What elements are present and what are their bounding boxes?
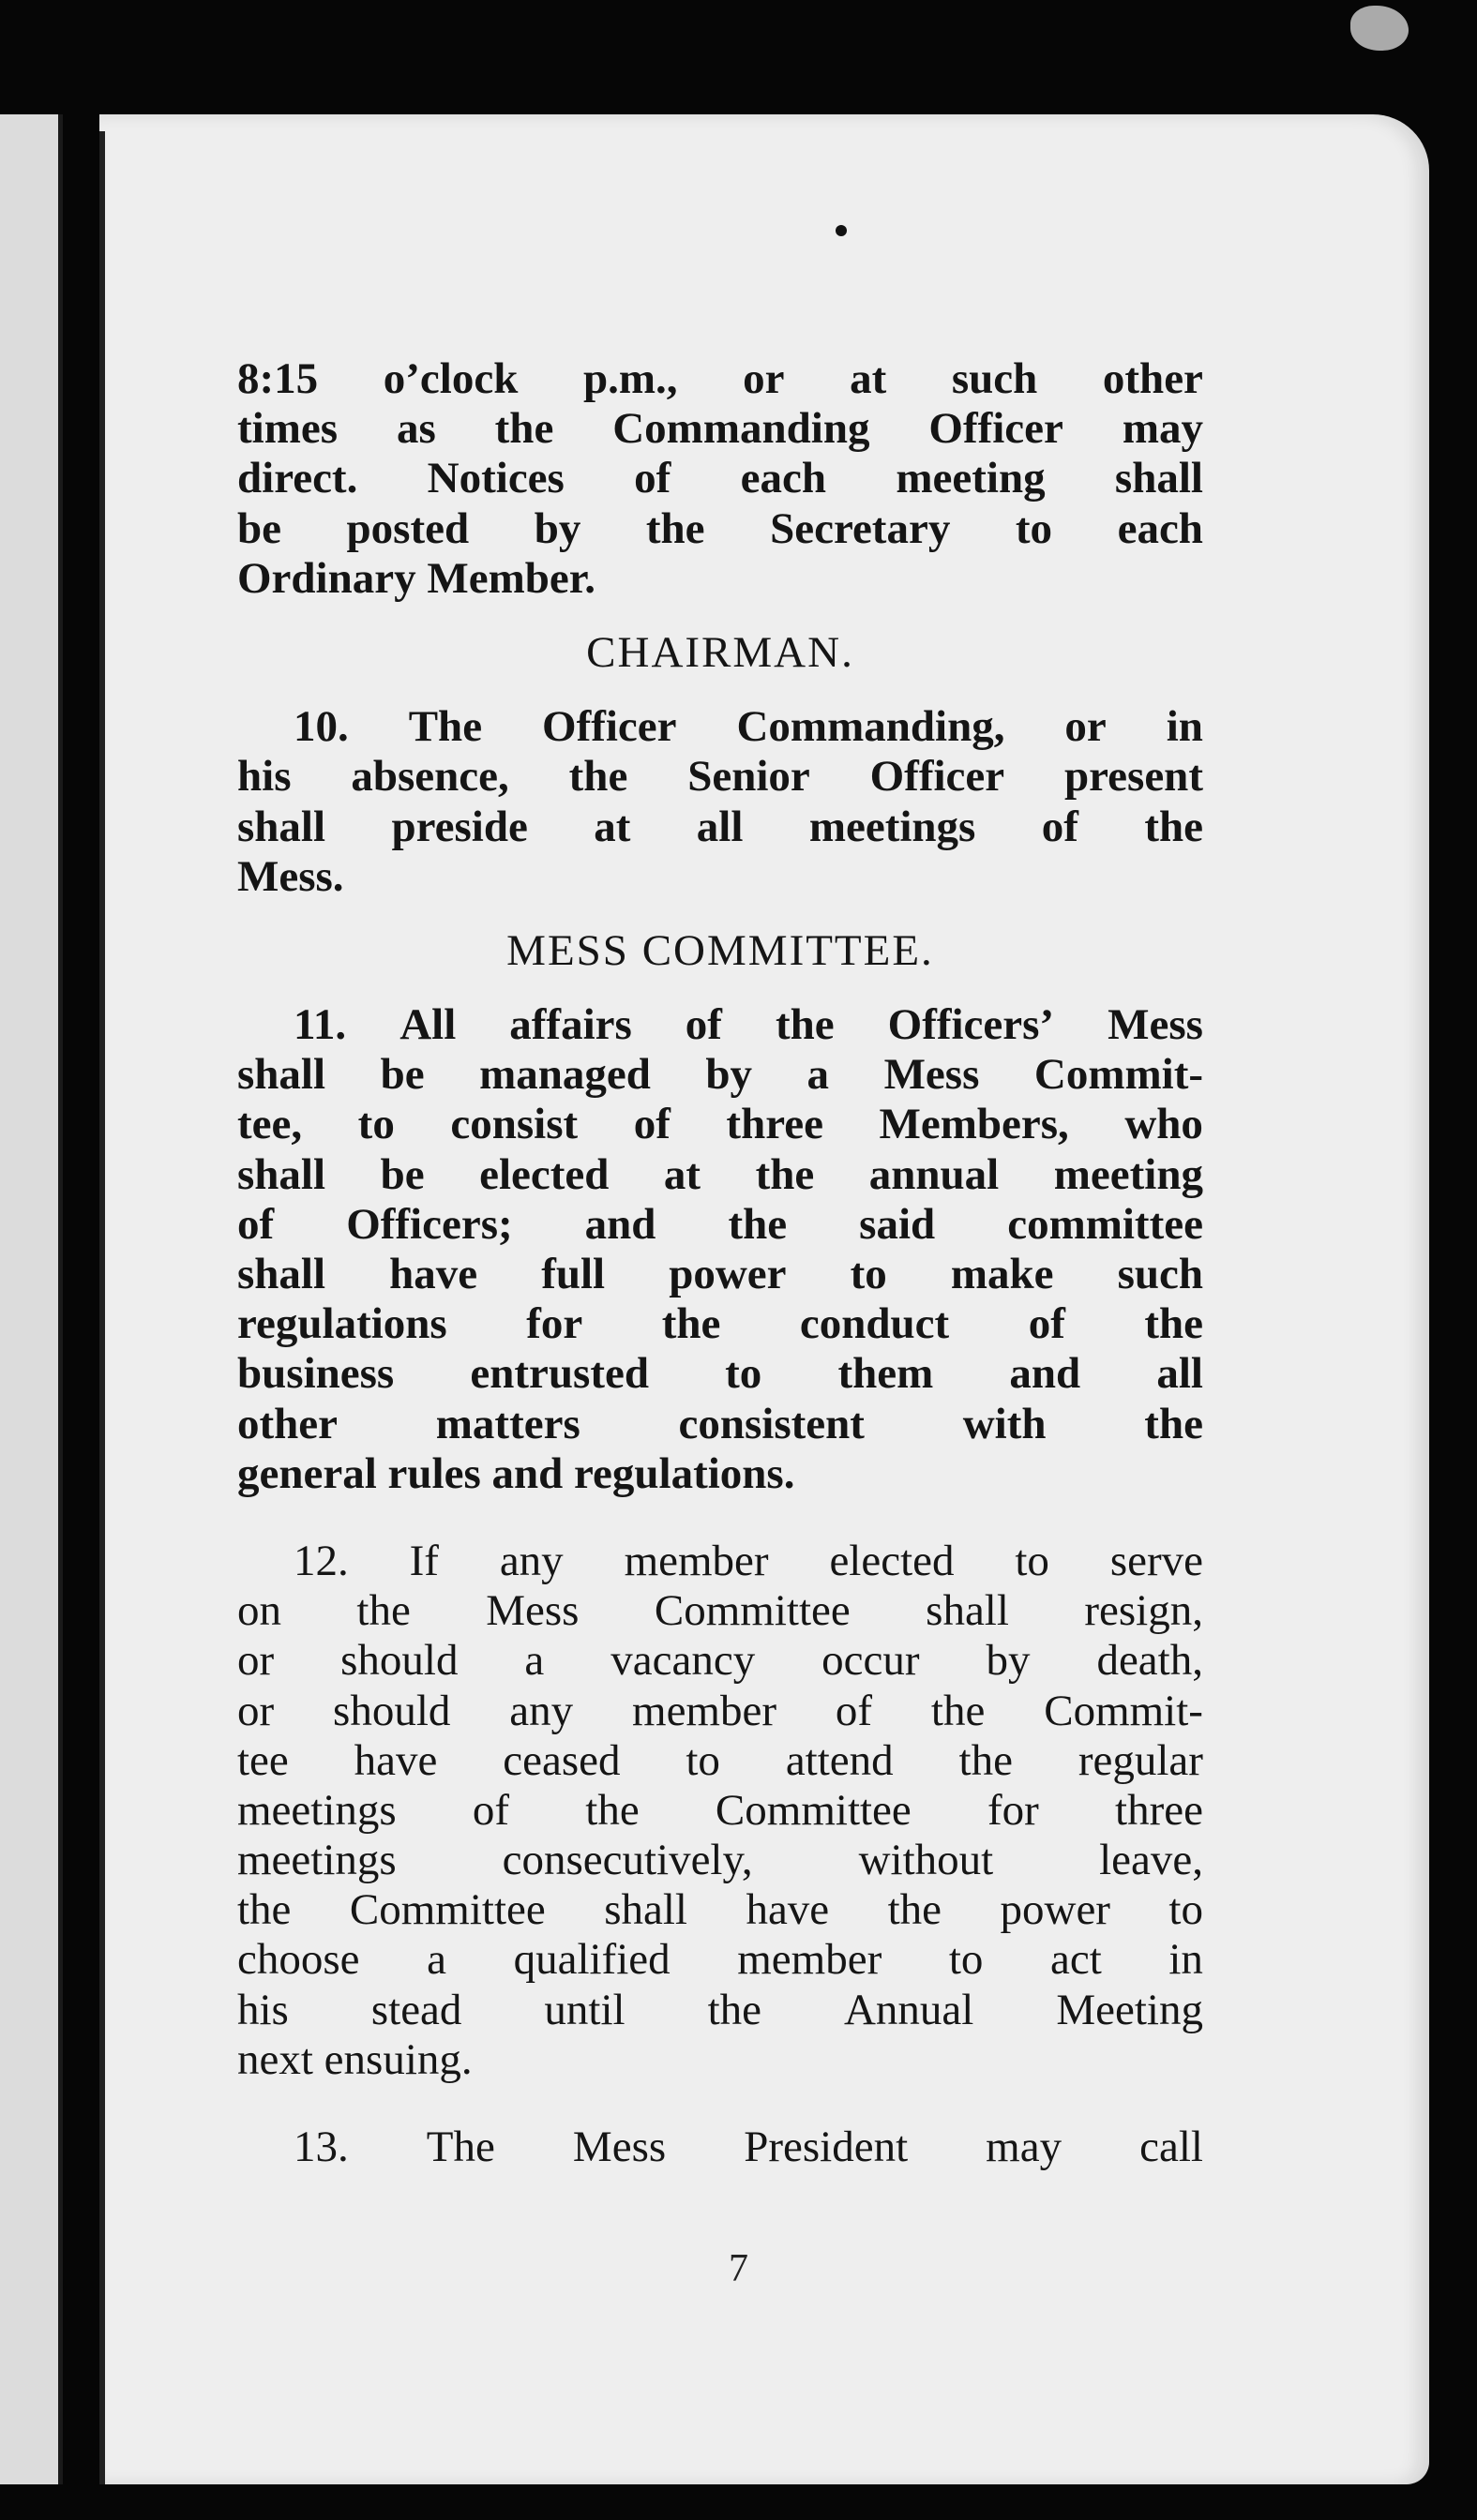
- word: Mess: [883, 1050, 980, 1100]
- word: such: [1117, 1250, 1203, 1298]
- word: of: [685, 1000, 722, 1050]
- word: by: [534, 503, 581, 553]
- word: Meeting: [1056, 1985, 1203, 2034]
- word: President: [744, 2122, 909, 2171]
- word: consecutively,: [502, 1836, 753, 1885]
- word: times: [237, 404, 339, 454]
- word: act: [1049, 1935, 1102, 1985]
- word: meetings: [237, 1785, 397, 1835]
- word: If: [409, 1536, 439, 1585]
- word: matters: [435, 1399, 580, 1448]
- rule-12-line: [237, 1986, 1203, 2035]
- word: consistent: [678, 1399, 865, 1448]
- word: at: [663, 1149, 701, 1199]
- word: the: [585, 1785, 640, 1835]
- word: consist: [450, 1100, 579, 1149]
- heading-mess-committee: MESS COMMITTEE.: [506, 925, 934, 975]
- word: direct.: [237, 454, 358, 503]
- word: of: [633, 1100, 671, 1149]
- word: meetings: [237, 1836, 397, 1885]
- word: them: [837, 1349, 934, 1399]
- word: attend: [785, 1735, 894, 1785]
- word: the: [755, 1149, 815, 1199]
- binding-fold-line: [99, 131, 105, 2484]
- word: such: [951, 354, 1038, 403]
- word: the: [775, 1000, 835, 1050]
- word: Commit-: [1033, 1050, 1203, 1100]
- word: to: [1015, 503, 1053, 553]
- word: a: [427, 1935, 446, 1985]
- word: Commanding,: [736, 702, 1005, 752]
- word: Officers’: [887, 1000, 1055, 1050]
- word: leave,: [1099, 1836, 1203, 1885]
- word: power: [669, 1250, 787, 1298]
- rule-11-line: [237, 1349, 1203, 1399]
- rule-12-line: [237, 1935, 1203, 1985]
- word: have: [746, 1885, 830, 1935]
- word: death,: [1096, 1636, 1203, 1686]
- word: and: [584, 1199, 656, 1249]
- word: shall: [237, 1050, 326, 1100]
- word: his: [237, 1985, 289, 2034]
- word: The: [426, 2122, 495, 2171]
- word: regulations: [237, 1299, 447, 1349]
- word: in: [1168, 1935, 1203, 1985]
- word: all: [1156, 1349, 1203, 1399]
- word: meetings: [808, 802, 976, 851]
- word: occur: [821, 1636, 920, 1686]
- word: Committee: [349, 1885, 546, 1935]
- word: to: [725, 1349, 762, 1399]
- rule-11-line: general rules and regulations.: [237, 1448, 795, 1498]
- word: in: [1166, 702, 1203, 752]
- word: posted: [346, 503, 470, 553]
- word: each: [1117, 503, 1203, 553]
- word: conduct: [799, 1299, 950, 1349]
- word: Senior: [687, 752, 810, 802]
- word: member: [632, 1686, 777, 1735]
- word: to: [357, 1100, 395, 1149]
- word: affairs: [509, 1000, 632, 1050]
- paragraph-gap: [237, 2085, 1203, 2122]
- rule-11-line: [237, 1299, 1203, 1349]
- word: Committee: [715, 1785, 912, 1835]
- word: of: [835, 1686, 873, 1735]
- word: by: [705, 1050, 753, 1100]
- word: annual: [868, 1149, 1000, 1199]
- word: of: [1041, 802, 1078, 851]
- word: any: [499, 1536, 564, 1585]
- rule-12-line: [237, 1736, 1203, 1786]
- rule-11-line: [237, 1250, 1203, 1299]
- word: to: [1015, 1536, 1049, 1585]
- word: absence,: [351, 752, 509, 802]
- word: a: [524, 1636, 545, 1686]
- rule-11-line: [237, 1050, 1203, 1100]
- word: as: [396, 404, 436, 454]
- word: Mess: [1108, 1000, 1203, 1050]
- word: the: [1144, 802, 1203, 851]
- ink-dot: [836, 225, 847, 236]
- word: for: [987, 1785, 1039, 1835]
- rule-10-line: [237, 752, 1203, 802]
- word: to: [850, 1250, 887, 1298]
- heading-chairman: CHAIRMAN.: [586, 627, 854, 677]
- word: 13.: [294, 2122, 349, 2171]
- word: elected: [479, 1149, 610, 1199]
- word: managed: [479, 1050, 651, 1100]
- rule-11-line: [237, 1200, 1203, 1250]
- word: choose: [237, 1935, 360, 1985]
- rule-12-line: [237, 1687, 1203, 1736]
- word: business: [237, 1349, 395, 1399]
- text-line: [237, 404, 1203, 454]
- page-number: 7: [729, 2247, 748, 2290]
- word: and: [1009, 1349, 1081, 1399]
- word: Mess: [486, 1586, 580, 1636]
- word: shall: [1114, 454, 1203, 503]
- word: shall: [237, 802, 326, 851]
- word: member: [737, 1935, 882, 1985]
- rule-10-line: [237, 702, 1203, 752]
- word: by: [986, 1636, 1031, 1686]
- word: of: [237, 1199, 275, 1249]
- text-line: [237, 504, 1203, 554]
- word: Commanding: [612, 404, 870, 454]
- word: the: [661, 1299, 721, 1349]
- text-line: [237, 454, 1203, 503]
- rule-10-line: Mess.: [237, 851, 344, 901]
- word: should: [340, 1636, 459, 1686]
- rule-11-line: [237, 1100, 1203, 1149]
- word: other: [237, 1399, 339, 1448]
- word: All: [399, 1000, 457, 1050]
- word: ceased: [503, 1735, 621, 1785]
- word: 11.: [294, 1000, 347, 1050]
- word: the: [707, 1985, 761, 2034]
- word: who: [1124, 1100, 1203, 1149]
- word: until: [544, 1985, 625, 2034]
- word: or: [1064, 702, 1107, 752]
- word: 12.: [294, 1536, 349, 1585]
- rule-12-line: next ensuing.: [237, 2034, 473, 2084]
- word: have: [354, 1735, 438, 1785]
- corner-speck: [1350, 6, 1409, 51]
- word: have: [389, 1250, 478, 1298]
- word: committee: [1007, 1199, 1203, 1249]
- word: said: [859, 1199, 936, 1249]
- word: tee,: [237, 1100, 303, 1149]
- word: be: [380, 1149, 425, 1199]
- rule-12-line: [237, 1586, 1203, 1636]
- word: the: [356, 1586, 411, 1636]
- word: of: [634, 454, 671, 503]
- word: Committee: [654, 1586, 851, 1636]
- word: to: [686, 1735, 720, 1785]
- rule-11-line: [237, 1150, 1203, 1200]
- word: may: [1122, 404, 1203, 454]
- word: meeting: [1053, 1149, 1203, 1199]
- word: vacancy: [610, 1636, 756, 1686]
- word: Officer: [542, 702, 677, 752]
- word: Notices: [427, 454, 565, 503]
- word: full: [541, 1250, 606, 1298]
- word: at: [594, 802, 631, 851]
- word: Commit-: [1044, 1686, 1203, 1735]
- rule-12-line: [237, 1885, 1203, 1935]
- word: the: [958, 1735, 1013, 1785]
- word: shall: [926, 1586, 1009, 1636]
- word: p.m.,: [582, 354, 678, 403]
- rule-13-line: [237, 2122, 1203, 2172]
- word: a: [806, 1050, 830, 1100]
- word: other: [1102, 354, 1203, 403]
- text-line: [237, 354, 1203, 404]
- previous-page-edge: [0, 114, 63, 2484]
- word: qualified: [513, 1935, 671, 1985]
- word: resign,: [1084, 1586, 1203, 1636]
- word: Members,: [879, 1100, 1069, 1149]
- word: the: [930, 1686, 986, 1735]
- rule-12-line: [237, 1537, 1203, 1586]
- word: the: [887, 1885, 942, 1935]
- word: meeting: [896, 454, 1046, 503]
- word: be: [380, 1050, 425, 1100]
- word: tee: [237, 1735, 289, 1785]
- word: Officers;: [346, 1199, 513, 1249]
- word: call: [1139, 2122, 1203, 2171]
- word: member: [624, 1536, 769, 1585]
- paragraph-gap: [237, 1499, 1203, 1537]
- word: on: [237, 1586, 281, 1636]
- word: make: [950, 1250, 1054, 1298]
- word: with: [962, 1399, 1047, 1448]
- word: the: [568, 752, 628, 802]
- word: to: [1168, 1885, 1203, 1935]
- word: without: [858, 1836, 994, 1885]
- word: the: [1144, 1399, 1203, 1448]
- word: of: [472, 1785, 510, 1835]
- word: Officer: [869, 752, 1005, 802]
- word: for: [526, 1299, 583, 1349]
- word: the: [645, 503, 705, 553]
- rule-10-line: [237, 802, 1203, 852]
- page-text: [237, 354, 1203, 2172]
- word: Secretary: [770, 503, 951, 553]
- word: stead: [370, 1985, 462, 2034]
- word: to: [948, 1935, 984, 1985]
- word: power: [1000, 1885, 1110, 1935]
- word: elected: [829, 1536, 955, 1585]
- word: present: [1064, 752, 1203, 802]
- word: may: [986, 2122, 1063, 2171]
- word: o’clock: [383, 354, 519, 403]
- word: Officer: [928, 404, 1063, 454]
- rule-11-line: [237, 1000, 1203, 1050]
- word: serve: [1109, 1536, 1203, 1585]
- word: at: [850, 354, 887, 403]
- word: three: [726, 1100, 823, 1149]
- word: the: [494, 404, 554, 454]
- word: the: [1144, 1299, 1203, 1349]
- word: Annual: [843, 1985, 974, 2034]
- word: the: [237, 1885, 292, 1935]
- word: or: [743, 354, 785, 403]
- word: 8:15: [237, 354, 319, 403]
- word: or: [237, 1686, 275, 1735]
- word: shall: [237, 1149, 326, 1199]
- word: the: [728, 1199, 788, 1249]
- word: entrusted: [470, 1349, 649, 1399]
- word: three: [1115, 1785, 1203, 1835]
- word: The: [408, 702, 483, 752]
- word: should: [333, 1686, 451, 1735]
- word: be: [237, 503, 281, 553]
- rule-12-line: [237, 1836, 1203, 1885]
- word: shall: [604, 1885, 687, 1935]
- rule-12-line: [237, 1786, 1203, 1836]
- word: shall: [237, 1250, 326, 1298]
- word: Mess: [572, 2122, 667, 2171]
- word: regular: [1078, 1735, 1203, 1785]
- word: preside: [391, 802, 528, 851]
- word: his: [237, 752, 292, 802]
- rule-11-line: [237, 1400, 1203, 1449]
- word: or: [237, 1636, 275, 1686]
- word: each: [740, 454, 827, 503]
- word: any: [509, 1686, 574, 1735]
- text-line: Ordinary Member.: [237, 553, 596, 603]
- word: all: [696, 802, 744, 851]
- rule-12-line: [237, 1636, 1203, 1686]
- word: 10.: [294, 702, 349, 752]
- word: of: [1028, 1299, 1065, 1349]
